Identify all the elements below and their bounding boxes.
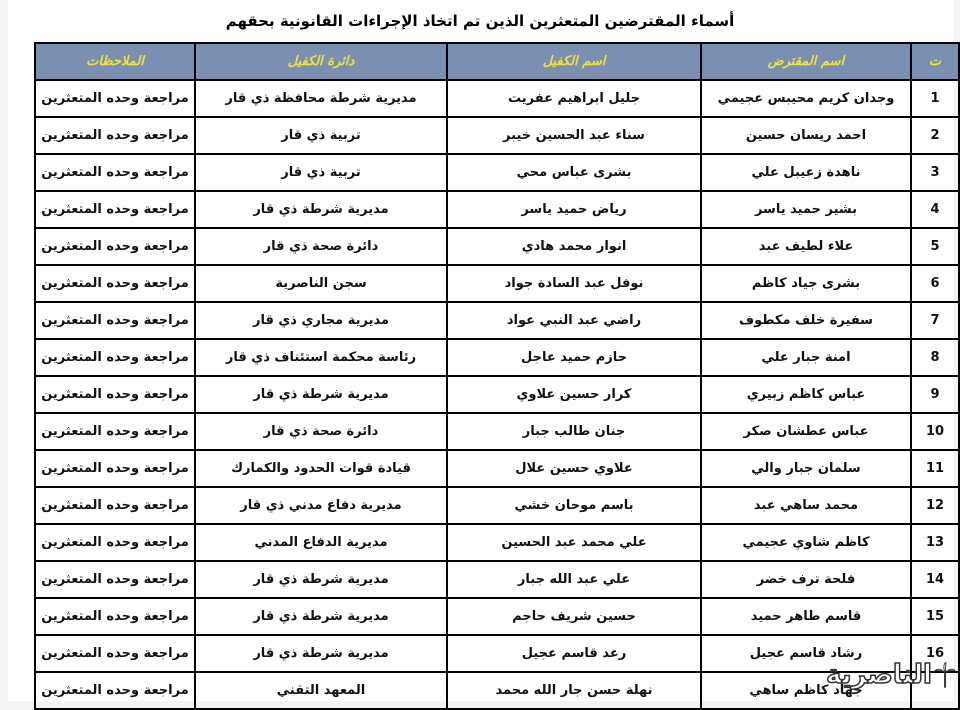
cell-num: 5 — [911, 228, 959, 265]
cell-department: تربية ذي قار — [195, 154, 447, 191]
cell-department: سجن الناصرية — [195, 265, 447, 302]
table-row — [35, 450, 959, 487]
cell-notes: مراجعة وحده المتعثرين — [35, 191, 195, 228]
watermark-text: الناصرية — [826, 660, 932, 690]
table-row — [35, 487, 959, 524]
header-borrower: اسم المقترض — [701, 43, 911, 80]
cell-borrower: عباس عطشان صكر — [701, 413, 911, 450]
watermark — [826, 653, 956, 697]
cell-num: 1 — [911, 80, 959, 117]
cell-department: دائرة صحة ذي قار — [195, 228, 447, 265]
cell-borrower: احمد ريسان حسين — [701, 117, 911, 154]
cell-notes: مراجعة وحده المتعثرين — [35, 339, 195, 376]
document-title: أسماء المقترضين المتعثرين الذين تم اتخاذ الإجراءات القانونية بحقهم — [225, 12, 735, 30]
cell-num: 14 — [911, 561, 959, 598]
header-notes: الملاحظات — [35, 43, 195, 80]
cell-borrower: سفيرة خلف مكطوف — [701, 302, 911, 339]
table-body — [35, 80, 959, 709]
cell-guarantor: نهلة حسن جار الله محمد — [447, 672, 701, 709]
cell-borrower: محمد ساهي عبد — [701, 487, 911, 524]
cell-notes: مراجعة وحده المتعثرين — [35, 117, 195, 154]
cell-num: 8 — [911, 339, 959, 376]
cell-borrower: سلمان جبار والي — [701, 450, 911, 487]
header-department: دائرة الكفيل — [195, 43, 447, 80]
table-row — [35, 376, 959, 413]
palm-logo-icon — [934, 658, 956, 692]
cell-guarantor: كرار حسين علاوي — [447, 376, 701, 413]
cell-borrower: بشرى جياد كاظم — [701, 265, 911, 302]
cell-borrower: ناهدة زعيبل علي — [701, 154, 911, 191]
cell-department: تربية ذي قار — [195, 117, 447, 154]
cell-notes: مراجعة وحده المتعثرين — [35, 487, 195, 524]
cell-num: 3 — [911, 154, 959, 191]
cell-department: مديرية دفاع مدني ذي قار — [195, 487, 447, 524]
cell-notes: مراجعة وحده المتعثرين — [35, 265, 195, 302]
cell-department: مديرية شرطة ذي قار — [195, 598, 447, 635]
cell-notes: مراجعة وحده المتعثرين — [35, 80, 195, 117]
cell-notes: مراجعة وحده المتعثرين — [35, 228, 195, 265]
cell-num: 9 — [911, 376, 959, 413]
cell-guarantor: حسين شريف حاجم — [447, 598, 701, 635]
cell-borrower: علاء لطيف عبد — [701, 228, 911, 265]
cell-borrower: كاظم شاوي عجيمي — [701, 524, 911, 561]
cell-guarantor: انوار محمد هادي — [447, 228, 701, 265]
cell-num: 4 — [911, 191, 959, 228]
cell-num: 15 — [911, 598, 959, 635]
cell-num: 2 — [911, 117, 959, 154]
cell-num: 16 — [911, 635, 959, 672]
table-row — [35, 228, 959, 265]
cell-guarantor: نوفل عبد السادة جواد — [447, 265, 701, 302]
cell-notes: مراجعة وحده المتعثرين — [35, 154, 195, 191]
cell-num: 13 — [911, 524, 959, 561]
cell-department: مديرية الدفاع المدني — [195, 524, 447, 561]
cell-num: 11 — [911, 450, 959, 487]
table-row — [35, 80, 959, 117]
cell-borrower: بشير حميد ياسر — [701, 191, 911, 228]
cell-guarantor: باسم موحان خشي — [447, 487, 701, 524]
cell-guarantor: حازم حميد عاجل — [447, 339, 701, 376]
cell-notes: مراجعة وحده المتعثرين — [35, 450, 195, 487]
cell-department: مديرية شرطة ذي قار — [195, 376, 447, 413]
table-row — [35, 117, 959, 154]
cell-borrower: وجدان كريم محيبس عجيمي — [701, 80, 911, 117]
cell-num: 10 — [911, 413, 959, 450]
cell-notes: مراجعة وحده المتعثرين — [35, 672, 195, 709]
table-row — [35, 302, 959, 339]
borrowers-table — [34, 42, 960, 710]
table-row — [35, 339, 959, 376]
cell-guarantor: علي محمد عبد الحسين — [447, 524, 701, 561]
cell-department: مديرية شرطة ذي قار — [195, 635, 447, 672]
cell-notes: مراجعة وحده المتعثرين — [35, 561, 195, 598]
cell-guarantor: رياض حميد ياسر — [447, 191, 701, 228]
cell-guarantor: جليل ابراهيم عفريت — [447, 80, 701, 117]
table-row — [35, 265, 959, 302]
table-row — [35, 672, 959, 709]
cell-department: مديرية شرطة ذي قار — [195, 561, 447, 598]
cell-borrower: عباس كاظم زبيري — [701, 376, 911, 413]
table-row — [35, 635, 959, 672]
cell-num: 12 — [911, 487, 959, 524]
cell-department: رئاسة محكمة استئناف ذي قار — [195, 339, 447, 376]
header-guarantor: اسم الكفيل — [447, 43, 701, 80]
cell-notes: مراجعة وحده المتعثرين — [35, 635, 195, 672]
table-header-row — [35, 43, 959, 80]
cell-guarantor: سناء عبد الحسين خيبر — [447, 117, 701, 154]
cell-guarantor: علي عبد الله جبار — [447, 561, 701, 598]
header-num: ت — [911, 43, 959, 80]
table-row — [35, 598, 959, 635]
cell-notes: مراجعة وحده المتعثرين — [35, 302, 195, 339]
cell-notes: مراجعة وحده المتعثرين — [35, 598, 195, 635]
cell-num: 6 — [911, 265, 959, 302]
cell-notes: مراجعة وحده المتعثرين — [35, 376, 195, 413]
cell-borrower: فلحة ترف خضر — [701, 561, 911, 598]
cell-guarantor: بشرى عباس محي — [447, 154, 701, 191]
cell-guarantor: رعد قاسم عجيل — [447, 635, 701, 672]
table-row — [35, 524, 959, 561]
cell-guarantor: راضي عبد النبي عواد — [447, 302, 701, 339]
cell-borrower: قاسم طاهر حميد — [701, 598, 911, 635]
cell-notes: مراجعة وحده المتعثرين — [35, 413, 195, 450]
table-row — [35, 413, 959, 450]
cell-guarantor: علاوي حسين علال — [447, 450, 701, 487]
cell-department: المعهد التقني — [195, 672, 447, 709]
cell-borrower: رشاد قاسم عجيل — [701, 635, 911, 672]
table-row — [35, 561, 959, 598]
table-row — [35, 154, 959, 191]
table-row — [35, 191, 959, 228]
cell-department: قيادة قوات الحدود والكمارك — [195, 450, 447, 487]
cell-department: مديرية مجاري ذي قار — [195, 302, 447, 339]
cell-department: مديرية شرطة محافظة ذي قار — [195, 80, 447, 117]
cell-borrower: جهاد كاظم ساهي — [701, 672, 911, 709]
cell-notes: مراجعة وحده المتعثرين — [35, 524, 195, 561]
cell-department: دائرة صحة ذي قار — [195, 413, 447, 450]
cell-guarantor: جنان طالب جبار — [447, 413, 701, 450]
cell-num: 7 — [911, 302, 959, 339]
cell-borrower: امنة جبار علي — [701, 339, 911, 376]
cell-department: مديرية شرطة ذي قار — [195, 191, 447, 228]
